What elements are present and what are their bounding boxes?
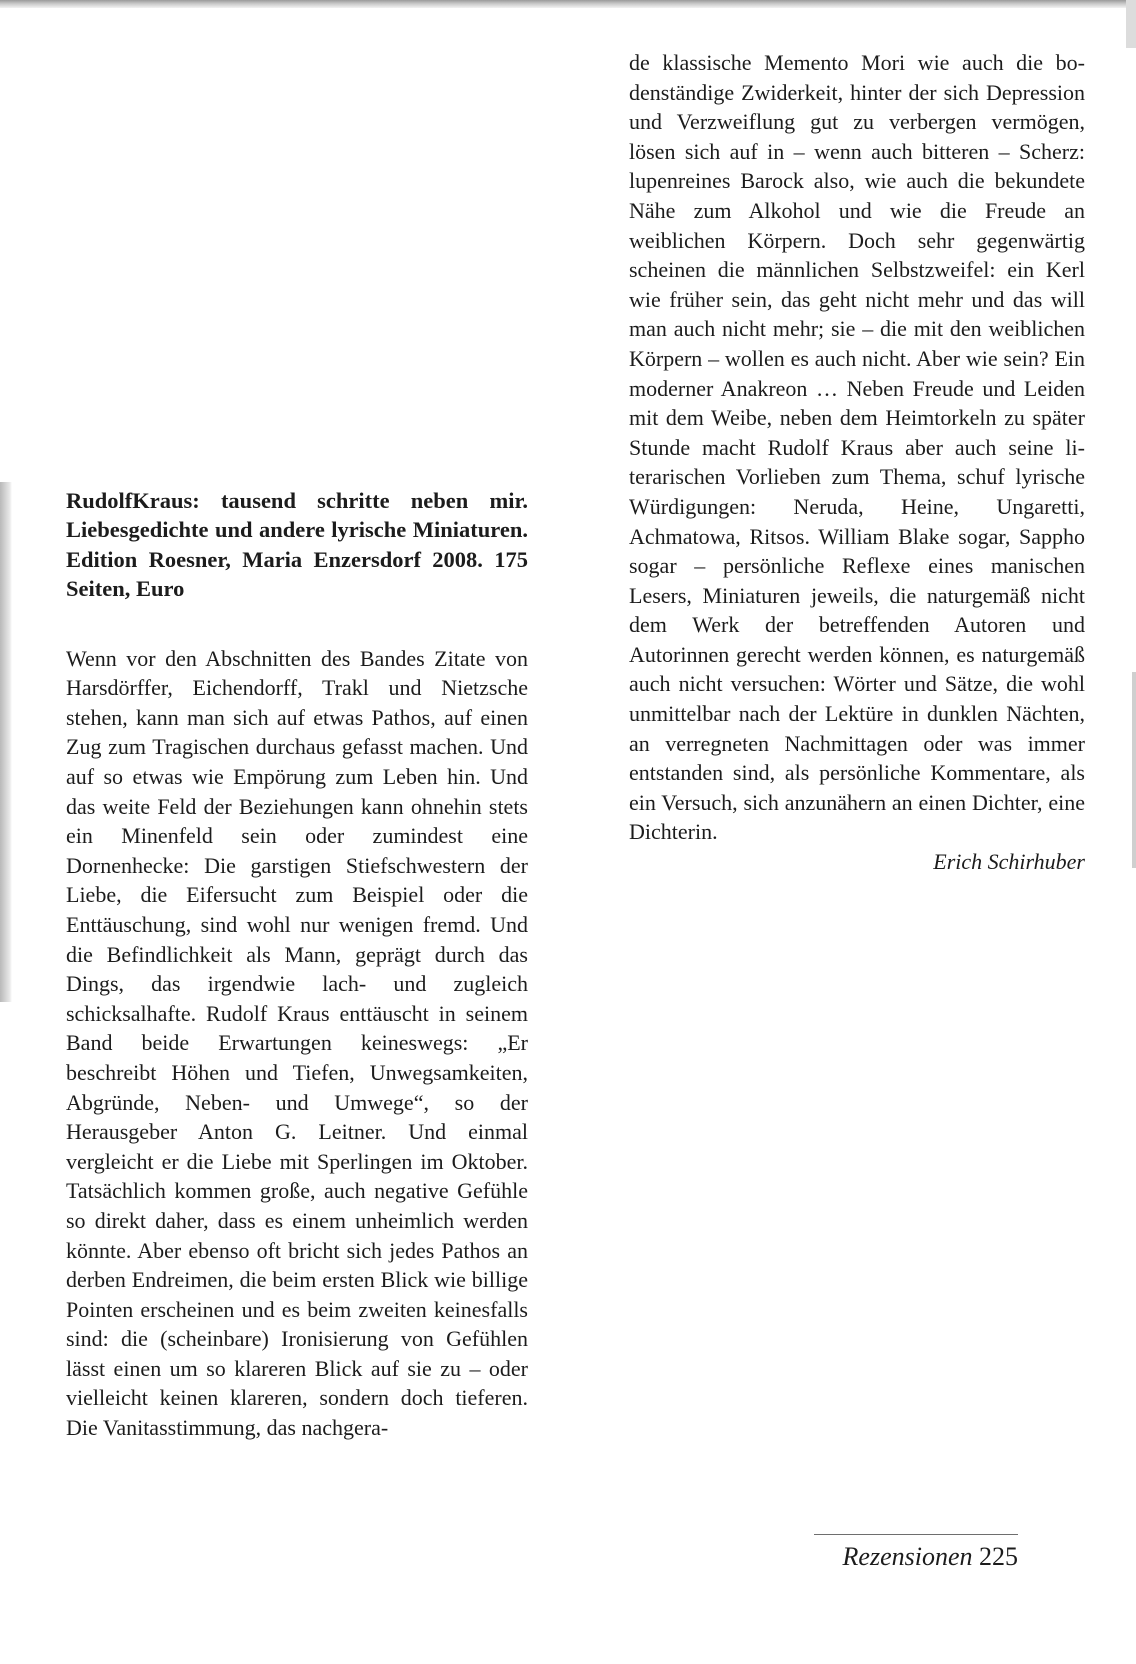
review-heading: RudolfKraus: tausend schritte neben mir. Liebesgedichte und andere lyrische Miniaturen. Edition Roesner, Maria Enzersdorf 2008. 175 Seiten, Euro [66,488,528,602]
review-body-left: Wenn vor den Abschnitten des Bandes Zitate von Harsdörffer, Eichendorff, Trakl und Nietzsche stehen, kann man sich auf etwas Pathos, auf einen Zug zum Tragischen durchaus gefasst machen. Und auf so etwas wie Empörung zum Leben hin. Und das weite Feld der Beziehungen kann ohnehin stets ein Minenfeld sein oder zumindest eine Dornenhecke: Die garstigen Stiefschwestern der Liebe, die Eifersucht zum Beispiel oder die Enttäuschung, sind wohl nur wenigen fremd. Und die Befindlichkeit als Mann, geprägt durch das Dings, das irgendwie lach- und zugleich schicksalhafte. Rudolf Kraus enttäuscht in seinem Band beide Erwartungen keineswegs: „Er beschreibt Höhen und Tiefen, Unwegsamkeiten, Abgründe, Neben- und Umwege“, so der Herausgeber Anton G. Leitner. Und einmal vergleicht er die Liebe mit Sperlingen im Oktober. Tatsächlich kommen große, auch negative Gefühle so direkt daher, dass es einem unheimlich werden könnte. Aber ebenso oft bricht sich jedes Pathos an derben Endreimen, die beim ersten Blick wie billige Pointen erscheinen und es beim zweiten keinesfalls sind: die (scheinbare) Ironisierung von Gefühlen lässt einen um so klareren Blick auf sie zu – oder vielleicht keinen klareren, sondern doch tieferen. Die Vanitasstimmung, das nachgera- [66,645,528,1441]
right-column [629,48,1085,877]
scan-top-edge [0,0,1136,8]
left-column [66,486,528,1443]
scan-edge-shadow [0,482,12,1002]
scan-edge-mark [1126,0,1136,48]
page-number: 225 [979,1542,1018,1571]
footer-rule [814,1534,1018,1535]
page-footer [814,1540,1018,1574]
review-body-right: de klassische Memento Mori wie auch die bodenständige Zwiderkeit, hinter der sich Depression und Verzweiflung gut zu verbergen vermögen, lösen sich auf in – wenn auch bitteren – Scherz: lupenreines Barock also, wie auch die bekundete Nähe zum Alkohol und wie die Freude an weiblichen Körpern. Doch sehr gegenwärtig scheinen die männlichen Selbstzweifel: ein Kerl wie früher sein, das geht nicht mehr und das will man auch nicht mehr; sie – die mit den weiblichen Körpern – wollen es auch nicht. Aber wie sein? Ein moderner Anakreon … Neben Freude und Leiden mit dem Weibe, neben dem Heimtorkeln zu später Stunde macht Rudolf Kraus aber auch seine literarischen Vorlieben zum Thema, schuf lyrische Würdigungen: Neruda, Heine, Ungaretti, Achmatowa, Ritsos. William Blake sogar, Sappho sogar – persönliche Reflexe eines manischen Lesers, Miniaturen jeweils, die naturgemäß nicht dem Werk der betreffenden Autoren und Autorinnen gerecht werden können, es naturgemäß auch nicht versuchen: Wörter und Sätze, die wohl unmittelbar nach der Lektüre in dunklen Nächten, an verregneten Nachmittagen oder was immer entstanden sind, als persönliche Kommentare, als ein Versuch, sich anzunähern an einen Dichter, eine Dichterin. [629,50,1085,845]
footer-section-title: Rezensionen [842,1542,973,1571]
review-author: Erich Schirhuber [933,849,1085,875]
scan-edge-mark [1132,672,1136,868]
